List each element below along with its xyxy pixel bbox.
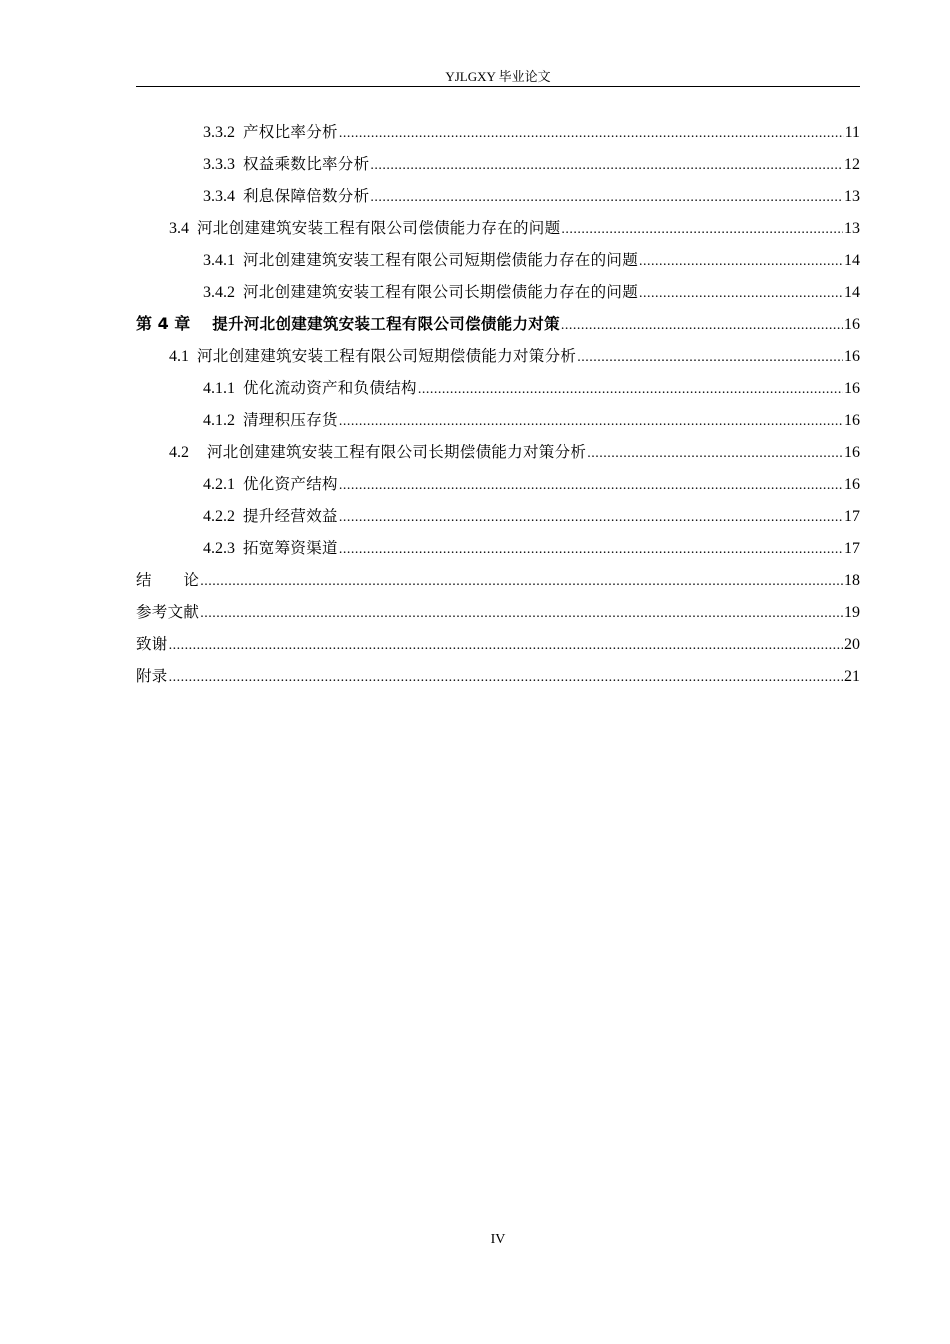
toc-entry-title: 利息保障倍数分析 — [243, 187, 370, 205]
toc-entry[interactable] — [136, 180, 860, 212]
toc-entry-title: 附录 — [136, 667, 168, 685]
toc-entry-title: 结 论 — [136, 571, 200, 589]
toc-entry-page: 14 — [844, 284, 860, 301]
toc-leader-dots — [200, 598, 843, 630]
toc-entry-title: 参考文献 — [136, 603, 200, 621]
toc-entry-page: 16 — [844, 412, 860, 429]
toc-entry-number: 3.3.2 — [203, 124, 235, 141]
toc-entry-title: 致谢 — [136, 635, 168, 653]
toc-entry-page: 14 — [844, 252, 860, 269]
toc-entry-page: 19 — [844, 604, 860, 621]
toc-entry[interactable] — [136, 276, 860, 308]
toc-entry-number: 第 4 章 — [136, 314, 191, 333]
toc-leader-dots — [370, 182, 843, 214]
toc-entry-page: 16 — [844, 316, 860, 333]
toc-entry-title: 提升河北创建建筑安装工程有限公司偿债能力对策 — [212, 315, 560, 333]
toc-entry-title: 河北创建建筑安装工程有限公司短期偿债能力存在的问题 — [243, 251, 639, 269]
toc-entry-page: 16 — [844, 380, 860, 397]
toc-entry[interactable] — [136, 212, 860, 244]
toc-entry-number: 3.4 — [169, 220, 189, 237]
toc-leader-dots — [639, 246, 843, 278]
toc-conclusion-entry[interactable] — [136, 564, 860, 596]
toc-entry-number: 4.1.1 — [203, 380, 235, 397]
toc-leader-dots — [639, 278, 843, 310]
toc-entry[interactable] — [136, 532, 860, 564]
toc-entry-title: 权益乘数比率分析 — [243, 155, 370, 173]
toc-entry-page: 13 — [844, 220, 860, 237]
toc-entry-number: 4.2.2 — [203, 508, 235, 525]
toc-entry[interactable] — [136, 244, 860, 276]
toc-leader-dots — [339, 534, 843, 566]
toc-leader-dots — [169, 630, 843, 662]
page-header: YJLGXY 毕业论文 — [445, 69, 551, 84]
toc-entry-number: 3.4.1 — [203, 252, 235, 269]
toc-leader-dots — [339, 502, 843, 534]
toc-leader-dots — [200, 566, 843, 598]
toc-entry[interactable] — [136, 116, 860, 148]
table-of-contents — [136, 116, 860, 692]
toc-entry-page: 17 — [844, 508, 860, 525]
toc-entry-page: 16 — [844, 444, 860, 461]
toc-entry-page: 18 — [844, 572, 860, 589]
toc-entry-number: 4.2.1 — [203, 476, 235, 493]
toc-entry-title: 提升经营效益 — [243, 507, 338, 525]
toc-entry-title: 产权比率分析 — [243, 123, 338, 141]
toc-entry-title: 河北创建建筑安装工程有限公司长期偿债能力对策分析 — [207, 443, 587, 461]
toc-entry-page: 13 — [844, 188, 860, 205]
toc-entry-page: 20 — [844, 636, 860, 653]
toc-entry-number: 4.2.3 — [203, 540, 235, 557]
toc-entry-number: 4.1 — [169, 348, 189, 365]
toc-entry-title: 河北创建建筑安装工程有限公司偿债能力存在的问题 — [197, 219, 561, 237]
toc-chapter-entry[interactable] — [136, 308, 860, 340]
toc-entry-number: 3.3.3 — [203, 156, 235, 173]
toc-leader-dots — [418, 374, 843, 406]
toc-entry[interactable] — [136, 340, 860, 372]
toc-entry-title: 河北创建建筑安装工程有限公司长期偿债能力存在的问题 — [243, 283, 639, 301]
toc-entry-page: 16 — [844, 476, 860, 493]
toc-entry-page: 17 — [844, 540, 860, 557]
toc-entry-page: 11 — [844, 124, 860, 141]
toc-entry-title: 河北创建建筑安装工程有限公司短期偿债能力对策分析 — [197, 347, 577, 365]
toc-leader-dots — [587, 438, 843, 470]
toc-entry[interactable] — [136, 436, 860, 468]
toc-entry-page: 21 — [844, 668, 860, 685]
toc-entry-number: 3.3.4 — [203, 188, 235, 205]
toc-leader-dots — [370, 150, 843, 182]
toc-leader-dots — [339, 406, 843, 438]
toc-leader-dots — [339, 470, 843, 502]
toc-leader-dots — [561, 214, 843, 246]
toc-entry-title: 清理积压存货 — [243, 411, 338, 429]
toc-leader-dots — [339, 118, 844, 150]
toc-leader-dots — [561, 310, 843, 342]
toc-entry-title: 优化资产结构 — [243, 475, 338, 493]
toc-acknowledgements-entry[interactable] — [136, 628, 860, 660]
toc-entry-page: 16 — [844, 348, 860, 365]
toc-leader-dots — [577, 342, 843, 374]
toc-appendix-entry[interactable] — [136, 660, 860, 692]
toc-references-entry[interactable] — [136, 596, 860, 628]
toc-entry[interactable] — [136, 468, 860, 500]
toc-entry-title: 优化流动资产和负债结构 — [243, 379, 417, 397]
toc-entry-title: 拓宽筹资渠道 — [243, 539, 338, 557]
toc-entry[interactable] — [136, 148, 860, 180]
header-rule — [136, 86, 860, 87]
page-number: IV — [490, 1232, 506, 1247]
toc-entry[interactable] — [136, 500, 860, 532]
toc-entry-number: 4.2 — [169, 444, 189, 461]
toc-entry[interactable] — [136, 372, 860, 404]
toc-entry[interactable] — [136, 404, 860, 436]
toc-entry-number: 3.4.2 — [203, 284, 235, 301]
toc-leader-dots — [169, 662, 843, 694]
toc-entry-page: 12 — [844, 156, 860, 173]
toc-entry-number: 4.1.2 — [203, 412, 235, 429]
